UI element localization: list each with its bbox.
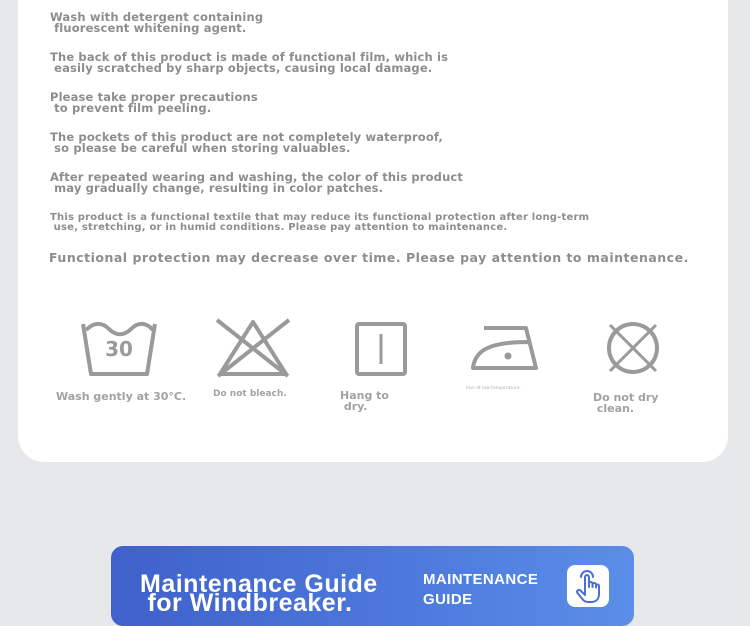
- wash-30-icon: [80, 320, 160, 378]
- notice-color-change: After repeated wearing and washing, the color of this product may gradually change, resulting in color patches.: [50, 170, 464, 195]
- iron-low-icon: [470, 324, 542, 372]
- do-not-bleach-icon: [214, 316, 292, 380]
- hang-dry-icon: [355, 322, 407, 376]
- notice-protection-decrease: Functional protection may decrease over time. Please pay attention to maintenance.: [49, 250, 689, 265]
- care-label-iron: Iron at low temperature.: [466, 386, 521, 391]
- care-label-dry-clean: Do not dry clean.: [593, 391, 659, 415]
- notice-pockets: The pockets of this product are not completely waterproof, so please be careful when storing valuables.: [50, 130, 443, 155]
- wash-temperature-number: 30: [105, 337, 133, 361]
- banner-title: Maintenance Guide for Windbreaker.: [140, 570, 378, 617]
- hand-pointer-button[interactable]: [567, 565, 609, 607]
- notice-film-peeling: Please take proper precautions to prevent film peeling.: [50, 90, 258, 115]
- do-not-dry-clean-icon: [604, 319, 662, 377]
- notice-functional-textile: This product is a functional textile that may reduce its functional protection after long-term use, stretching, or in humid conditions. Please pay attention to maintenance.: [50, 212, 590, 233]
- care-label-bleach: Do not bleach.: [213, 389, 287, 399]
- notice-detergent: Wash with detergent containing fluorescent whitening agent.: [50, 10, 264, 35]
- care-label-hang-dry: Hang to dry.: [340, 389, 389, 413]
- banner-subtitle: MAINTENANCE GUIDE: [423, 571, 539, 608]
- notice-back-film: The back of this product is made of functional film, which is easily scratched by sharp objects, causing local damage.: [50, 50, 449, 75]
- maintenance-guide-banner: [111, 546, 634, 626]
- hand-pointer-icon: [567, 565, 609, 607]
- care-label-wash: Wash gently at 30°C.: [56, 390, 187, 403]
